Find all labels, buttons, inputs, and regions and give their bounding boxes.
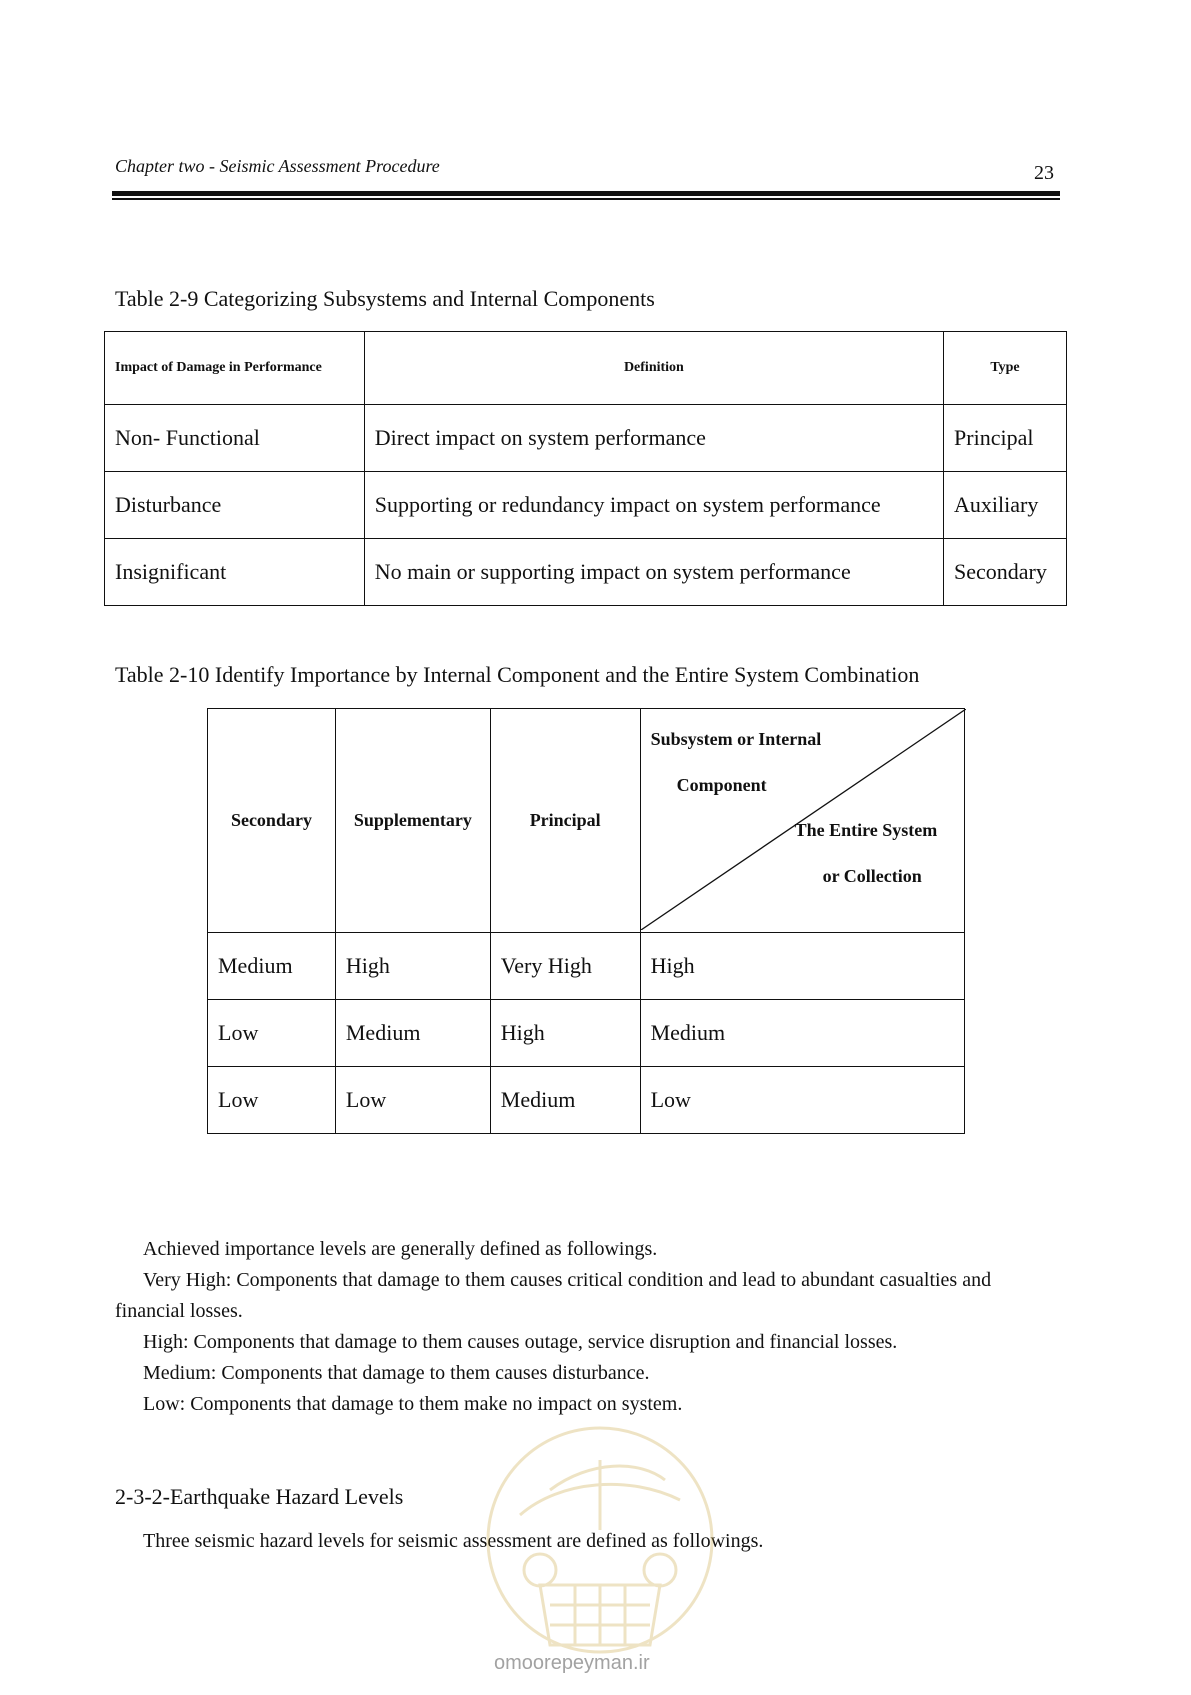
header-principal: Principal xyxy=(490,709,640,933)
watermark-text: omoorepeyman.ir xyxy=(494,1652,650,1674)
diagonal-label-top-line2: Component xyxy=(676,775,767,795)
seal-logo-icon xyxy=(480,1420,720,1690)
importance-levels-text xyxy=(115,1234,1065,1420)
table-cell: Principal xyxy=(944,405,1067,472)
table-cell: Supporting or redundancy impact on system performance xyxy=(364,472,943,539)
paragraph: Very High: Components that damage to them causes critical condition and lead to abundant casualties and financial losses. xyxy=(115,1269,992,1322)
table-2-9-caption: Table 2-9 Categorizing Subsystems and Internal Components xyxy=(115,286,655,311)
table-row xyxy=(208,1067,965,1134)
paragraph: Low: Components that damage to them make no impact on system. xyxy=(143,1393,683,1415)
paragraph: Medium: Components that damage to them causes disturbance. xyxy=(143,1362,650,1384)
section-heading: 2-3-2-Earthquake Hazard Levels xyxy=(115,1484,404,1509)
header-rule-thick xyxy=(112,191,1060,196)
table-cell: Medium xyxy=(640,1000,964,1067)
table-cell: Low xyxy=(335,1067,490,1134)
diagonal-label-top-line1: Subsystem or Internal xyxy=(650,729,822,749)
header-secondary: Secondary xyxy=(208,709,336,933)
table-cell: Secondary xyxy=(944,539,1067,606)
table-row xyxy=(105,539,1067,606)
table-cell: Disturbance xyxy=(105,472,365,539)
diagonal-header-cell xyxy=(640,709,964,933)
table-cell: Low xyxy=(640,1067,964,1134)
header-impact: Impact of Damage in Performance xyxy=(105,332,365,405)
table-cell: Low xyxy=(208,1000,336,1067)
table-cell: Medium xyxy=(335,1000,490,1067)
header-definition: Definition xyxy=(364,332,943,405)
table-row xyxy=(105,405,1067,472)
header-type: Type xyxy=(944,332,1067,405)
table-row xyxy=(208,1000,965,1067)
table-cell: Insignificant xyxy=(105,539,365,606)
diagonal-label-bottom-line1: The Entire System xyxy=(794,820,938,840)
table-cell: Medium xyxy=(490,1067,640,1134)
table-cell: High xyxy=(335,933,490,1000)
diagonal-label-bottom-line2: or Collection xyxy=(822,866,922,886)
header-rule-thin xyxy=(112,198,1060,200)
table-2-10 xyxy=(207,708,965,1134)
table-header-row xyxy=(105,332,1067,405)
paragraph: Achieved importance levels are generally defined as followings. xyxy=(143,1238,658,1260)
paragraph: Three seismic hazard levels for seismic assessment are defined as followings. xyxy=(143,1530,764,1552)
table-row xyxy=(105,472,1067,539)
table-cell: Non- Functional xyxy=(105,405,365,472)
table-cell: Auxiliary xyxy=(944,472,1067,539)
running-header-title: Chapter two - Seismic Assessment Procedure xyxy=(115,156,440,176)
table-cell: Very High xyxy=(490,933,640,1000)
table-cell: Low xyxy=(208,1067,336,1134)
table-cell: Medium xyxy=(208,933,336,1000)
table-cell: No main or supporting impact on system performance xyxy=(364,539,943,606)
table-cell: Direct impact on system performance xyxy=(364,405,943,472)
paragraph: High: Components that damage to them causes outage, service disruption and financial losses. xyxy=(143,1331,898,1353)
table-cell: High xyxy=(490,1000,640,1067)
table-2-10-caption: Table 2-10 Identify Importance by Internal Component and the Entire System Combination xyxy=(115,662,920,687)
table-2-9 xyxy=(104,331,1067,606)
table-row xyxy=(208,933,965,1000)
page-number: 23 xyxy=(1034,162,1054,184)
table-header-row xyxy=(208,709,965,933)
table-cell: High xyxy=(640,933,964,1000)
header-supplementary: Supplementary xyxy=(335,709,490,933)
